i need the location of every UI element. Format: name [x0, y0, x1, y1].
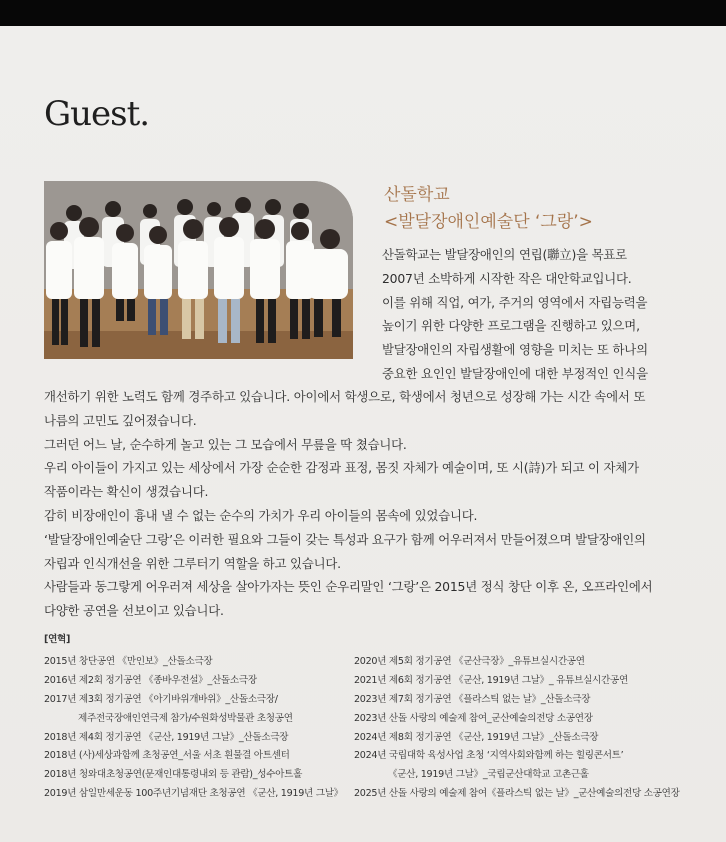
history-item: 2024년 제8회 정기공연 《군산, 1919년 그날》_산돌소극장 [354, 731, 599, 743]
history-item: 2016년 제2회 정기공연 《종바우전설》_산돌소극장 [44, 674, 257, 686]
section-title: Guest. [44, 94, 150, 134]
intro-line: 개선하기 위한 노력도 함께 경주하고 있습니다. 아이에서 학생으로, 학생에서 청년으로 성장해 가는 시간 속에서 또 [44, 389, 646, 404]
intro-line: 나름의 고민도 깊어졌습니다. [44, 412, 197, 428]
history-item: 2024년 국립대학 육성사업 초청 ‘지역사회와함께 하는 힐링콘서트’ [354, 750, 624, 762]
intro-paragraph-full-width [44, 385, 684, 623]
history-column-right [354, 653, 684, 804]
history-item: 2025년 산돌 사랑의 예술제 참여《플라스틱 없는 날》_군산예술의전당 소공연장 [354, 788, 680, 800]
history-item: 2018년 제4회 정기공연 《군산, 1919년 그날》_산돌소극장 [44, 731, 289, 743]
intro-line: 자립과 인식개선을 위한 그루터기 역할을 하고 있습니다. [44, 555, 341, 571]
history-item: 2023년 제7회 정기공연 《플라스틱 없는 날》_산돌소극장 [354, 693, 591, 705]
history-label: [연혁] [44, 634, 71, 645]
group-photo-illustration [44, 181, 353, 359]
history-item: 2018년 (사)세상과함께 초청공연_서울 서초 흰물결 아트센터 [44, 750, 290, 762]
school-name: 산돌학교 [384, 185, 450, 205]
intro-line: 그러던 어느 날, 순수하게 놀고 있는 그 모습에서 무릎을 딱 쳤습니다. [44, 436, 407, 452]
group-photo [44, 181, 353, 359]
history-item: 2023년 산돌 사랑의 예술제 참여_군산예술의전당 소공연장 [354, 712, 593, 724]
intro-line: 사람들과 동그랗게 어우러져 세상을 살아가자는 뜻인 순우리말인 ‘그랑’은 2015년 정식 창단 이후 온, 오프라인에서 [44, 579, 653, 595]
history-item: 2018년 청와대초청공연(문재인대통령내외 등 관람)_성수아트홀 [44, 769, 303, 781]
intro-line: ‘발달장애인예술단 그랑’은 이러한 필요와 그들이 갖는 특성과 요구가 함께 어우러져서 만들어졌으며 발달장애인의 [44, 531, 646, 547]
intro-line: 높이기 위한 다양한 프로그램을 진행하고 있으며, [382, 318, 640, 334]
intro-line: 작품이라는 확신이 생겼습니다. [44, 484, 209, 500]
intro-line: 2007년 소박하게 시작한 작은 대안학교입니다. [382, 270, 632, 286]
history-item: 《군산, 1919년 그날》_국립군산대학교 고촌근홀 [388, 769, 589, 781]
intro-line: 발달장애인의 자립생활에 영향을 미치는 또 하나의 [382, 342, 648, 358]
history-item: 2019년 삼일만세운동 100주년기념재단 초청공연 《군산, 1919년 그날》 [44, 788, 343, 800]
intro-line: 감히 비장애인이 흉내 낼 수 없는 순수의 가치가 우리 아이들의 몸속에 있었습니다. [44, 507, 478, 523]
history-item: 2020년 제5회 정기공연 《군산극장》_유튜브실시간공연 [354, 656, 585, 667]
intro-line: 이를 위해 직업, 여가, 주거의 영역에서 자립능력을 [382, 294, 648, 310]
history-column-left [44, 653, 364, 804]
history-item: 2021년 제6회 정기공연 《군산, 1919년 그날》_ 유튜브실시간공연 [354, 674, 628, 686]
top-black-bar [0, 0, 726, 26]
intro-line: 산돌학교는 발달장애인의 연립(聯立)을 목표로 [382, 247, 627, 262]
troupe-name: <발달장애인예술단 ‘그랑’> [384, 212, 593, 232]
intro-line: 다양한 공연을 선보이고 있습니다. [44, 603, 224, 619]
history-item: 2017년 제3회 정기공연 《아기바위개바위》_산돌소극장/ [44, 693, 278, 705]
history-item: 제주전국장애인연극제 참가/수원화성박물관 초청공연 [78, 712, 293, 724]
intro-line: 우리 아이들이 가지고 있는 세상에서 가장 순순한 감정과 표정, 몸짓 자체가 예술이며, 또 시(詩)가 되고 이 자체가 [44, 460, 639, 476]
history-section [44, 631, 684, 800]
intro-line: 중요한 요인인 발달장애인에 대한 부정적인 인식을 [382, 365, 648, 381]
intro-paragraph-beside-photo [382, 243, 648, 386]
history-item: 2015년 창단공연 《만인보》_산돌소극장 [44, 656, 213, 667]
